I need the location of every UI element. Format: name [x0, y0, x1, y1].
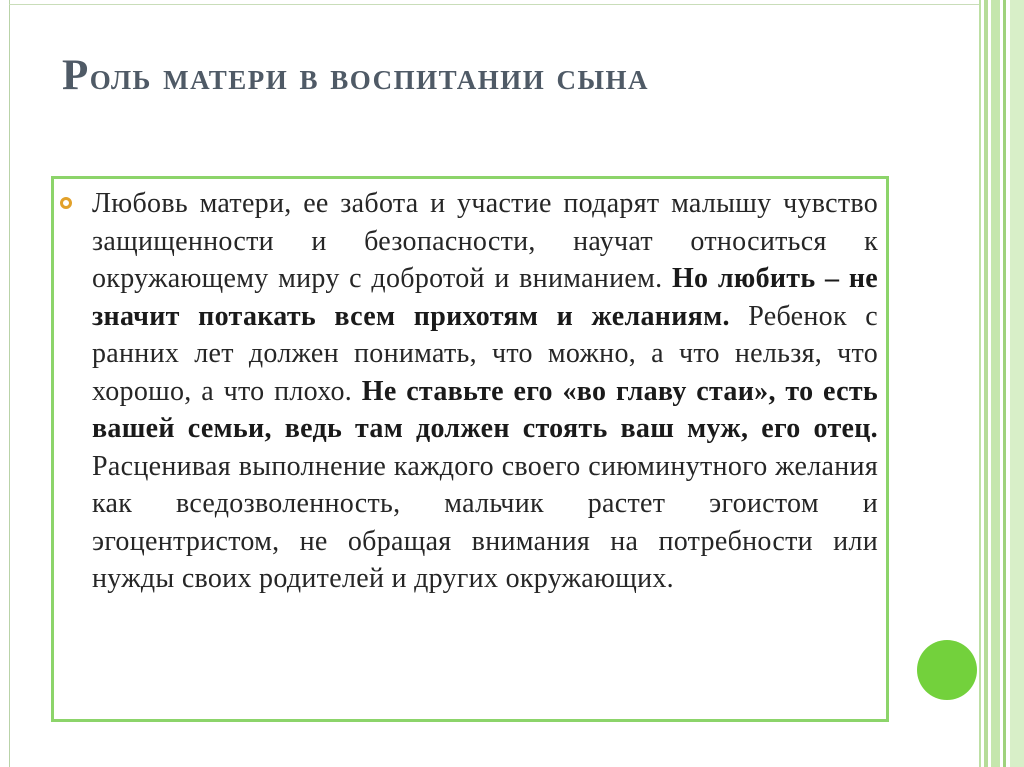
body-paragraph	[92, 185, 878, 598]
slide-title-rest: оль матери в воспитании сына	[89, 55, 650, 98]
paragraph-bold-segment: Но любить – не значит потакать всем прихотям и желаниям.	[92, 263, 878, 332]
paragraph-segment: Ребенок с ранних лет должен понимать, что можно, а что нельзя, что хорошо, а что плохо.	[92, 300, 879, 407]
paragraph-segment: Расценивая выполнение каждого своего сиюминутного желания как вседозволенность, мальчик растет эгоистом и эгоцентристом, не обращая внимания на потребности или нужды своих родителей и других окружающих.	[92, 450, 878, 594]
paragraph-bold-segment: Не ставьте его «во главу стаи», то есть вашей семьи, ведь там должен стоять ваш муж, его отец.	[92, 375, 878, 444]
ring-bullet-icon	[60, 197, 72, 209]
paragraph-segment: Любовь матери, ее забота и участие подарят малышу чувство защищенности и безопасности, научат относиться к окружающему миру с добротой и вниманием.	[92, 188, 878, 294]
slide-title-initial: Р	[62, 52, 90, 99]
green-circle-icon	[917, 640, 977, 700]
frame-top-line	[9, 4, 981, 5]
slide-title	[62, 52, 942, 101]
decorative-side-stripes	[979, 0, 1024, 767]
